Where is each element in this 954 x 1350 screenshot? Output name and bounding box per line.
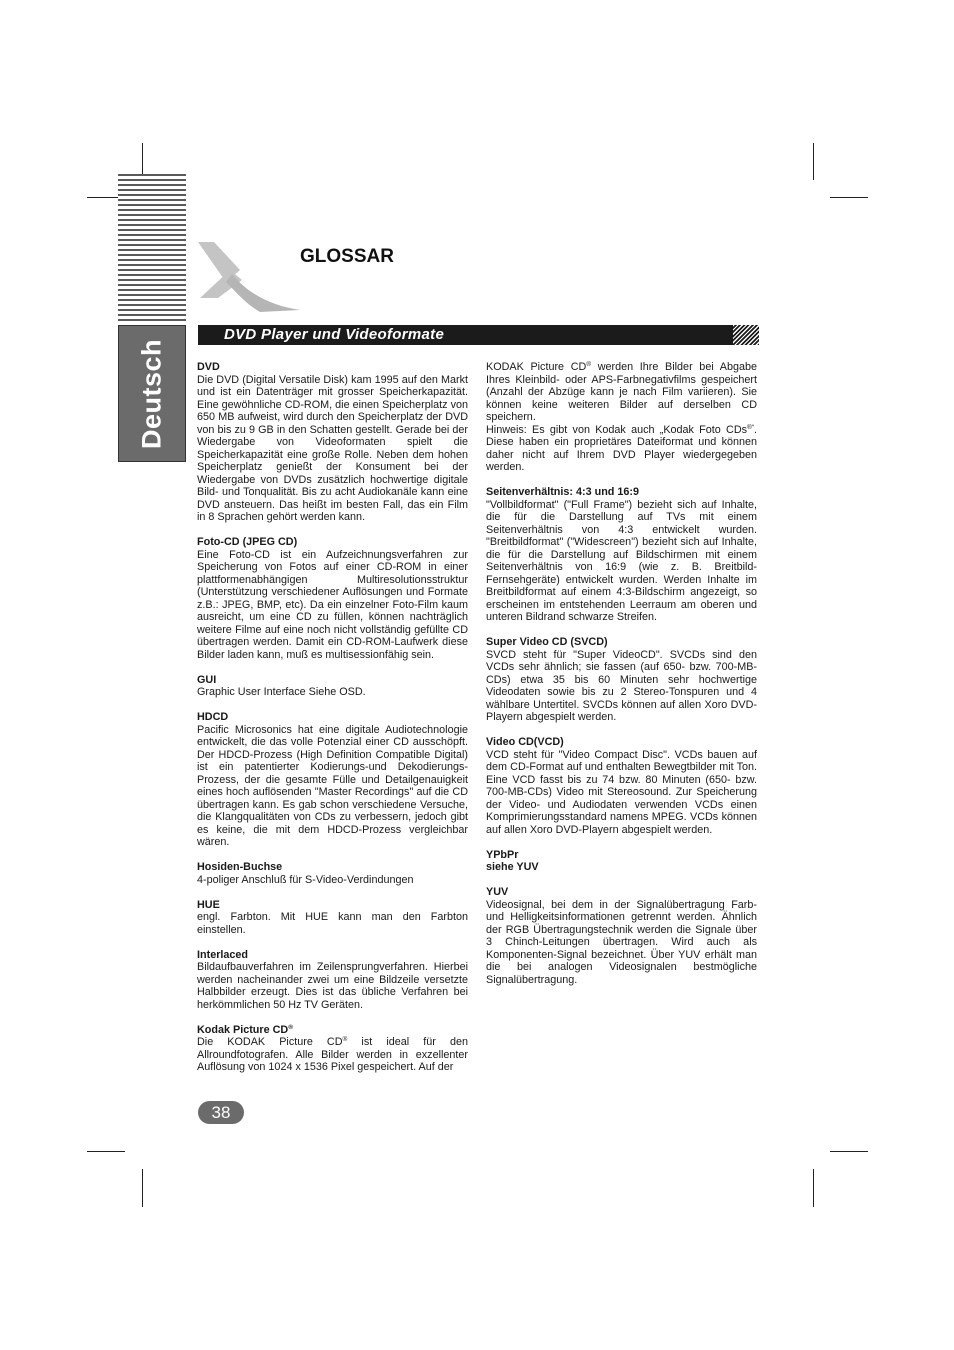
glossary-entry-foto-cd	[197, 536, 468, 661]
left-column	[197, 361, 468, 1086]
glossary-definition: SVCD steht für "Super VideoCD". SVCDs sind den VCDs sehr ähnlich; sie fassen (auf 650- bzw. 700-MB-CDs) etwa 35 bis 60 Minuten sehr hochwertige Videodaten sowie bis zu 2 Stereo-Tonspuren und 4 wählbare Untertitel. SVCDs können auf allen Xoro DVD-Playern abgespielt werden.	[486, 648, 757, 723]
page-title: GLOSSAR	[300, 246, 394, 267]
registered-mark: ®“	[747, 423, 754, 431]
glossary-definition: Graphic User Interface Siehe OSD.	[197, 686, 366, 698]
glossary-term: HDCD	[197, 711, 229, 723]
registered-mark: ®	[586, 361, 592, 368]
section-title: DVD Player und Videoformate	[224, 326, 445, 343]
glossary-entry-yuv	[486, 886, 757, 986]
glossary-definition: 4-poliger Anschluß für S-Video-Verdindungen	[197, 873, 414, 886]
registered-mark: ®	[288, 1023, 293, 1031]
glossary-definition: "Vollbildformat" ("Full Frame") bezieht sich auf Inhalte, die für die Darstellung auf TVs mit einem Seitenverhältnis von 4:3 entwickelt wurden. "Breitbildformat" ("Widescreen") bezieht sich auf Inhalte, die für die Darstellung auf Bildschirmen mit einem Seitenverhältnis von 16:9 (wie z. B. Breitbild-Fernsehgeräte) entwickelt wurden. Werden Inhalte im Breitbildformat auf einem 4:3-Bildschirm angezeigt, so erscheinen im entstehenden Leerraum am oberen und unteren Bildrand schwarze Streifen.	[486, 498, 757, 623]
language-label: Deutsch	[136, 338, 167, 449]
glossary-entry-kodak-continued	[486, 361, 757, 474]
glossary-term: Video CD(VCD)	[486, 736, 564, 748]
glossary-entry-gui	[197, 674, 468, 699]
glossary-entry-hosiden	[197, 861, 468, 886]
crop-mark	[830, 197, 868, 198]
crop-mark	[142, 1169, 143, 1207]
glossary-term: Interlaced	[197, 948, 249, 961]
glossary-term: GUI	[197, 673, 217, 686]
crop-mark	[813, 143, 814, 180]
glossary-entry-interlaced	[197, 949, 468, 1012]
glossary-definition: Die DVD (Digital Versatile Disk) kam 1995 auf den Markt und ist ein Datenträger mit grosser Speicherkapazität. Eine gewöhnliche CD-ROM, die einen Speicherplatz von 650 MB aufweist, wird durch den Speicherplatz der DVD von bis zu 9 GB in den Schatten gestellt. Gerade bei der Wiedergabe von Videoformaten spielt die Speicherkapazität eine große Rolle. Neben dem hohen Speicherplatz genießt der Konsument bei der Wiedergabe von DVDs zusätzlich hochwertige digitale Bild- und Tonqualität. Bis zu acht Audiokanäle kann eine DVD ansteuern. Das heißt im besten Fall, das ein Film in 8 Sprachen gehört werden kann.	[197, 373, 468, 523]
glossary-term: HUE	[197, 898, 220, 911]
glossary-note: Hinweis: Es gibt von Kodak auch „Kodak Foto CDs®“. Diese haben ein proprietäres Dateiformat und können daher nicht auf Ihrem DVD Player wiedergegeben werden.	[486, 423, 757, 473]
glossary-entry-hdcd	[197, 711, 468, 849]
crop-mark	[813, 1169, 814, 1207]
registered-mark: ®	[342, 1036, 348, 1043]
glossary-entry-hue	[197, 899, 468, 937]
glossary-entry-vcd	[486, 736, 757, 836]
decorative-stripes	[118, 174, 186, 322]
glossary-definition: VCD steht für "Video Compact Disc". VCDs bauen auf dem CD-Format auf und enthalten Bewegtbilder mit Ton. Eine VCD fasst bis zu 74 bzw. 80 Minuten (650- bzw. 700-MB-CDs) Video mit Stereosound. Zur Speicherung der Video- und Audiodaten verwenden VCDs einen Komprimierungsstandard namens MPEG. VCDs können auf allen Xoro DVD-Playern abgespielt werden.	[486, 748, 757, 836]
glossary-definition: Videosignal, bei dem in der Signalübertragung Farb- und Helligkeitsinformationen getrennt werden. Ähnlich der RGB Übertragungstechnik werden die Signale über 3 Chinch-Leitungen übertragen. Wird auch als Komponenten-Signal bezeichnet. Über YUV erhält man die bei analogen Videosignalen bestmögliche Signalübertragung.	[486, 898, 757, 986]
glossary-definition: Eine Foto-CD ist ein Aufzeichnungsverfahren zur Speicherung von Fotos auf einer CD-ROM in einer plattformenabhängigen Multiresolutionsstruktur (Unterstützung verschiedener Auflösungen und Formate z.B.: JPEG, BMP, etc). Da ein einzelner Foto-Film kaum ausreicht, um eine CD zu füllen, können nachträglich weitere Filme auf eine noch nicht vollständig gefüllte CD übertragen werden. Damit ein CD-ROM-Laufwerk diese Bilder laden kann, muß es multisessionfähig sein.	[197, 548, 468, 661]
glossary-term: Kodak Picture CD®	[197, 1023, 293, 1036]
glossary-entry-kodak	[197, 1024, 468, 1074]
section-header-bar	[198, 325, 759, 345]
glossary-term: Super Video CD (SVCD)	[486, 636, 608, 648]
glossary-definition: engl. Farbton. Mit HUE kann man den Farbton einstellen.	[197, 911, 468, 936]
glossary-term: YUV	[486, 886, 509, 898]
crop-mark	[830, 1151, 868, 1152]
x-logo-icon	[196, 240, 302, 312]
glossary-definition: KODAK Picture CD® werden Ihre Bilder bei Abgabe Ihres Kleinbild- oder APS-Farbnegativfilms gespeichert (Anzahl der Abzüge kann je nach Film variieren). Sie können keine weiteren Bilder auf derselben CD speichern.	[486, 361, 757, 423]
glossary-definition: Bildaufbauverfahren im Zeilensprungverfahren. Hierbei werden nacheinander zwei um eine Bildzeile versetzte Halbbilder erzeugt. Dies ist das übliche Verfahren bei herkömmlichen 50 Hz TV Geräten.	[197, 961, 468, 1011]
language-tab	[118, 325, 186, 462]
glossary-term: Hosiden-Buchse	[197, 861, 283, 873]
glossary-term: YPbPr	[486, 848, 519, 861]
glossary-entry-aspect-ratio	[486, 486, 757, 624]
glossary-entry-svcd	[486, 636, 757, 724]
glossary-entry-ypbpr	[486, 849, 757, 874]
crop-mark	[87, 1151, 125, 1152]
hatch-decoration	[733, 325, 759, 345]
right-column	[486, 361, 757, 999]
glossary-definition: Die KODAK Picture CD® ist ideal für den Allroundfotografen. Alle Bilder werden in exzellenter Auflösung von 1024 x 1536 Pixel gespeichert. Auf der	[197, 1036, 468, 1073]
glossary-entry-dvd	[197, 361, 468, 524]
page-number: 38	[198, 1101, 244, 1124]
glossary-cross-reference: siehe YUV	[486, 861, 539, 873]
glossary-definition: Pacific Microsonics hat eine digitale Audiotechnologie entwickelt, die das volle Potenzial einer CD ausschöpft. Der HDCD-Prozess (High Definition Compatible Digital) ist ein patentierter Kodierungs-und Dekodierungs-Prozess, der die gesamte Fülle und Detailgenauigkeit eines hoch auflösenden "Master Recordings" auf die CD übertragen kann. Es gab schon verschiedene Versuche, die Klangqualitäten von CDs zu verbessern, jedoch gibt es keine, die mit dem HDCD-Prozess vergleichbar wären.	[197, 723, 468, 848]
glossary-term: DVD	[197, 361, 220, 373]
glossary-term: Foto-CD (JPEG CD)	[197, 536, 298, 548]
glossary-term: Seitenverhältnis: 4:3 und 16:9	[486, 486, 640, 498]
